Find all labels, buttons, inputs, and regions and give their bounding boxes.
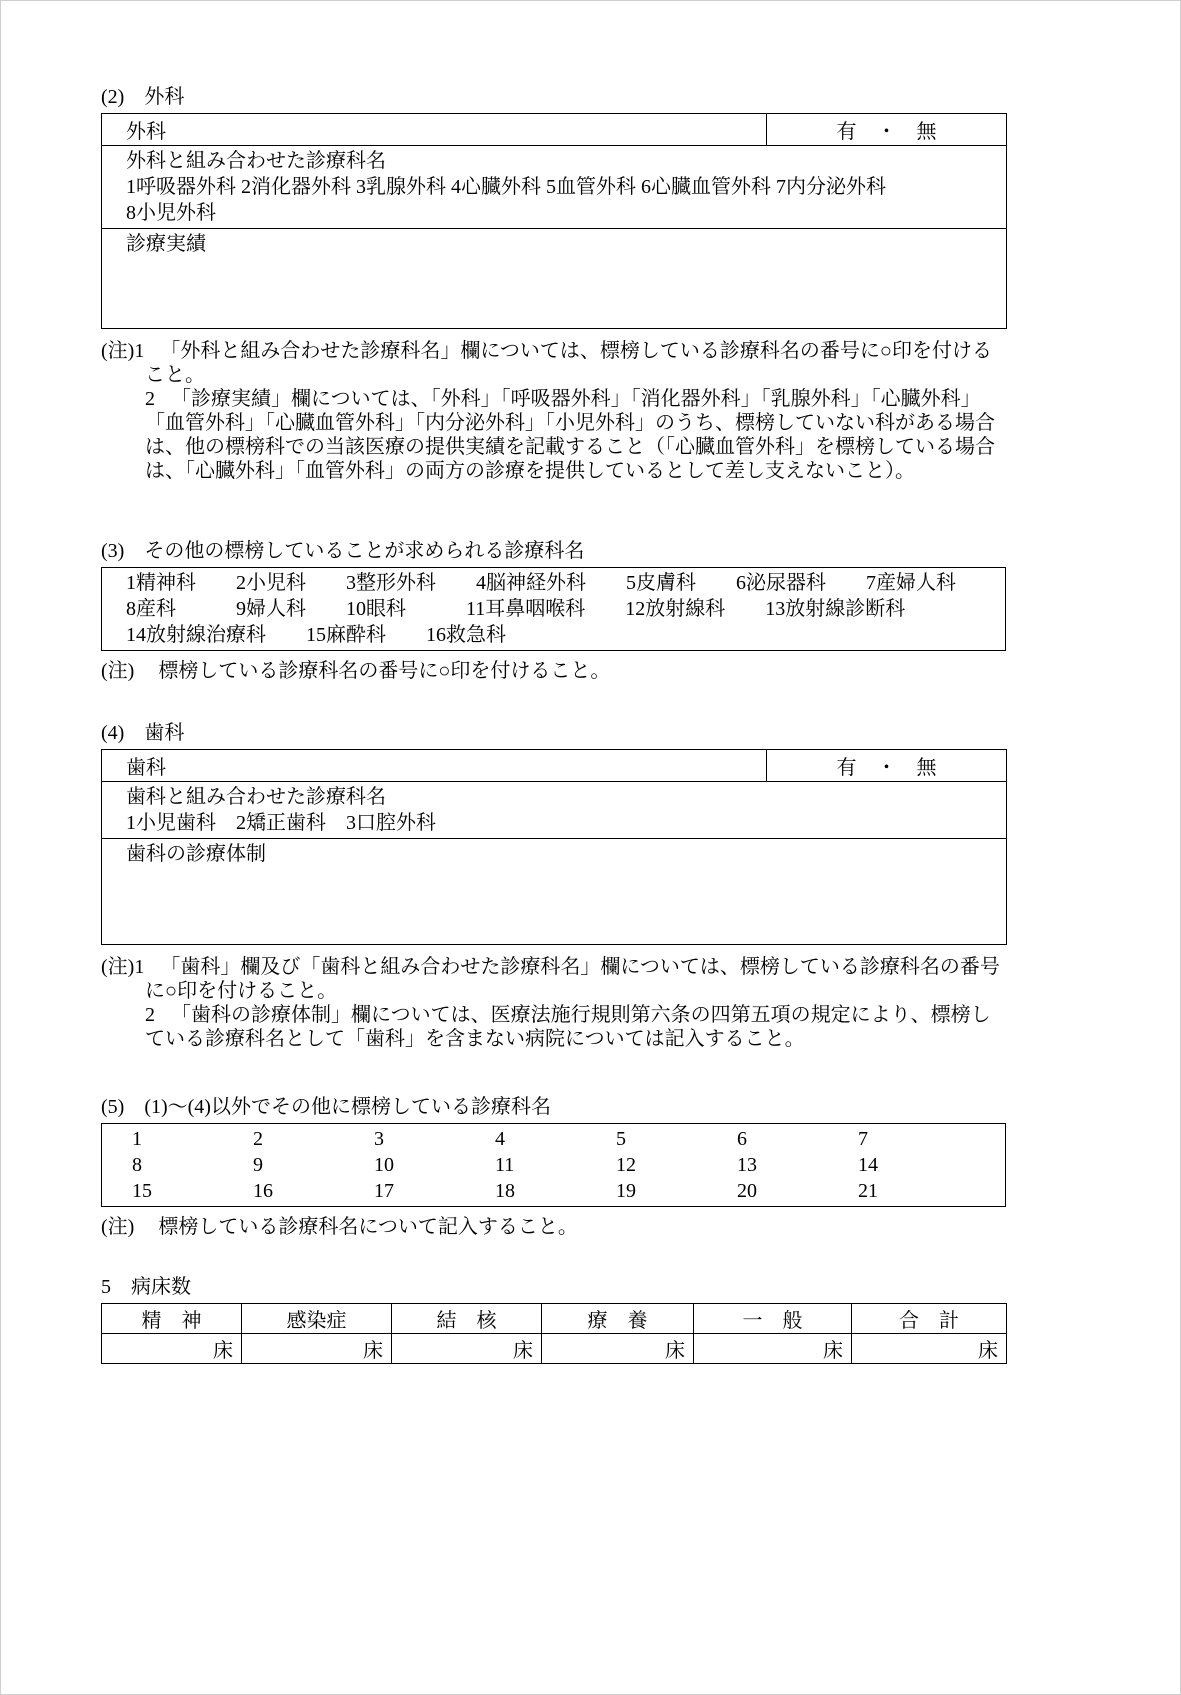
beds-header-longterm: 療 養 [542,1304,694,1334]
surgery-combo-title: 外科と組み合わせた診療科名 [126,150,386,172]
note-text: 「歯科」欄及び「歯科と組み合わせた診療科名」欄については、標榜している診療科名の番号に○印を付けること。 [145,956,1000,1002]
other-dept-slot[interactable]: 9 [253,1154,263,1176]
note-label: (注) [101,660,135,682]
other-dept-slot[interactable]: 13 [737,1154,757,1176]
other-dept-slot[interactable]: 8 [132,1154,142,1176]
other-dept-slot[interactable]: 5 [616,1128,626,1150]
dental-system-row [102,839,1007,945]
section2-heading: (2) 外科 [101,86,185,108]
surgery-combo-cell [102,146,1007,229]
note-line [101,339,1006,387]
note-label: 2 [145,1004,155,1026]
surgery-combo-row [102,146,1007,229]
other-dept-slot[interactable]: 10 [374,1154,394,1176]
other-dept-slot[interactable]: 19 [616,1180,636,1202]
note-line [101,1003,1006,1051]
other-dept-slot[interactable]: 4 [495,1128,505,1150]
other-depts-row [132,1178,1005,1204]
surgery-presence-field: 有 ・ 無 [767,114,1007,146]
dental-system-field[interactable] [102,839,1007,945]
note-line [101,387,1006,483]
section4-heading: (4) 歯科 [101,722,185,744]
dental-dept-label: 歯科 [102,750,767,782]
surgery-dept-label: 外科 [102,114,767,146]
surgery-results-field[interactable] [102,229,1007,329]
other-dept-slot[interactable]: 12 [616,1154,636,1176]
surgery-combo-options-line2: 8小児外科 [126,202,216,224]
other-dept-slot[interactable]: 11 [495,1154,515,1176]
section2-notes [101,339,1006,483]
beds-value-total[interactable]: 床 [852,1334,1007,1364]
beds-value-infectious[interactable]: 床 [242,1334,392,1364]
dental-presence-row [102,750,1007,782]
surgery-table [101,113,1007,329]
beds-header-infectious: 感染症 [242,1304,392,1334]
beds-header-tuberculosis: 結 核 [392,1304,542,1334]
section5-heading: (5) (1)～(4)以外でその他に標榜している診療科名 [101,1096,551,1118]
beds-value-tuberculosis[interactable]: 床 [392,1334,542,1364]
other-dept-slot[interactable]: 18 [495,1180,515,1202]
other-dept-slot[interactable]: 21 [858,1180,878,1202]
other-depts-row [132,1126,1005,1152]
section5-note [101,1215,1006,1239]
other-dept-slot[interactable]: 7 [858,1128,868,1150]
beds-value-general[interactable]: 床 [694,1334,852,1364]
dental-combo-title: 歯科と組み合わせた診療科名 [126,786,386,808]
beds-header-general: 一 般 [694,1304,852,1334]
beds-table [101,1303,1007,1364]
other-dept-slot[interactable]: 14 [858,1154,878,1176]
beds-heading: 5 病床数 [101,1276,191,1298]
section4-notes [101,955,1006,1051]
other-dept-slot[interactable]: 3 [374,1128,384,1150]
required-depts-line1: 1精神科 2小児科 3整形外科 4脳神経外科 5皮膚科 6泌尿器科 7産婦人科 [126,572,956,594]
other-dept-slot[interactable]: 20 [737,1180,757,1202]
required-depts-line2: 8産科 9婦人科 10眼科 11耳鼻咽喉科 12放射線科 13放射線診断科 [126,598,906,620]
surgery-combo-options-line1: 1呼吸器外科 2消化器外科 3乳腺外科 4心臓外科 5血管外科 6心臓血管外科 7内分泌外科 [126,176,886,198]
required-depts-line3: 14放射線治療科 15麻酔科 16救急科 [126,624,506,646]
dental-system-title: 歯科の診療体制 [126,843,266,865]
other-dept-slot[interactable]: 6 [737,1128,747,1150]
beds-header-total: 合 計 [852,1304,1007,1334]
note-text: 「診療実績」欄については、「外科」「呼吸器外科」「消化器外科」「乳腺外科」「心臓外科」「血管外科」「心臓血管外科」「内分泌外科」「小児外科」のうち、標榜していない科がある場合は、他の標榜科での当該医療の提供実績を記載すること（「心臓血管外科」を標榜している場合は、「心臓外科」「血管外科」の両方の診療を提供しているとして差し支えないこと）。 [145,388,995,482]
note-text: 「外科と組み合わせた診療科名」欄については、標榜している診療科名の番号に○印を付けること。 [145,340,993,386]
other-dept-slot[interactable]: 17 [374,1180,394,1202]
other-dept-slot[interactable]: 2 [253,1128,263,1150]
document-content [101,85,1006,1364]
other-required-depts-table [101,567,1006,651]
other-dept-slot[interactable]: 1 [132,1128,142,1150]
surgery-results-row [102,229,1007,329]
note-label: (注)1 [101,956,145,978]
dental-combo-options-line1: 1小児歯科 2矯正歯科 3口腔外科 [126,812,436,834]
beds-header-row [102,1304,1007,1334]
beds-value-longterm[interactable]: 床 [542,1334,694,1364]
note-label: 2 [145,388,155,410]
dental-combo-cell [102,782,1007,839]
note-text: 「歯科の診療体制」欄については、医療法施行規則第六条の四第五項の規定により、標榜している診療科名として「歯科」を含まない病院については記入すること。 [145,1004,991,1050]
other-dept-slot[interactable]: 15 [132,1180,152,1202]
other-dept-slot[interactable]: 16 [253,1180,273,1202]
note-text: 標榜している診療科名の番号に○印を付けること。 [158,660,611,682]
surgery-results-title: 診療実績 [126,233,206,255]
beds-value-psychiatric[interactable]: 床 [102,1334,242,1364]
note-label: (注)1 [101,340,145,362]
note-text: 標榜している診療科名について記入すること。 [158,1216,578,1238]
note-label: (注) [101,1216,135,1238]
dental-combo-row [102,782,1007,839]
section3-heading: (3) その他の標榜していることが求められる診療科名 [101,540,585,562]
section3-note [101,659,1006,683]
beds-header-psychiatric: 精 神 [102,1304,242,1334]
beds-value-row [102,1334,1007,1364]
note-line [101,955,1006,1003]
dental-table [101,749,1007,945]
other-depts-table [101,1123,1006,1207]
dental-presence-field: 有 ・ 無 [767,750,1007,782]
other-depts-row [132,1152,1005,1178]
surgery-presence-row [102,114,1007,146]
